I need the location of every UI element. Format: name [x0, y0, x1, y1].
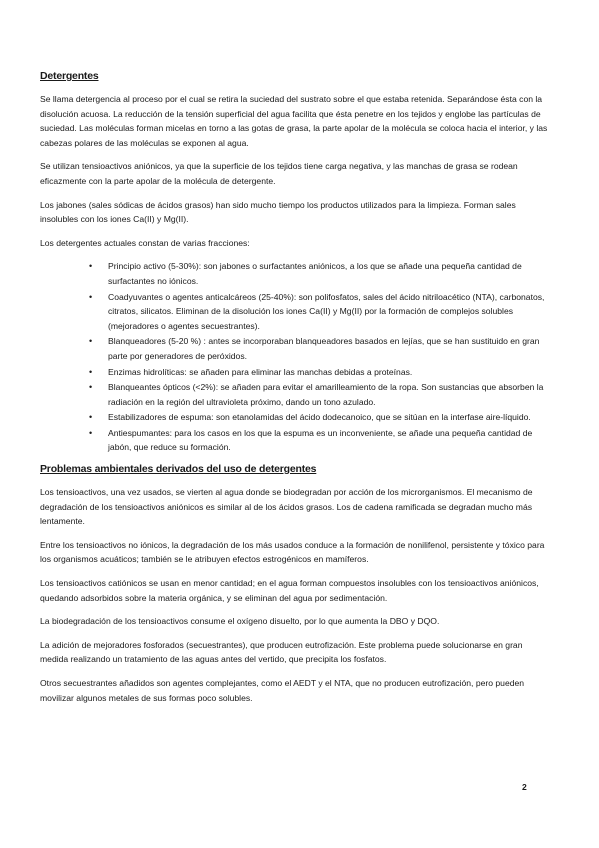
- bullet-icon: •: [89, 427, 93, 438]
- bullet-icon: •: [89, 261, 93, 272]
- list-item: • Blanqueantes ópticos (<2%): se añaden para evitar el amarilleamiento de la ropa. Son sustancias que absorben la radiación en la región del ultravioleta próximo, dando un tono azulado.: [89, 382, 544, 407]
- paragraph-nonionic: Entre los tensioactivos no iónicos, la degradación de los más usados conduce a la formación de nonilifenol, persistente y tóxico para los organismos acuáticos; también se le atribuyen efectos estrogénicos en mamíferos.: [40, 539, 545, 565]
- bullet-icon: •: [89, 382, 93, 393]
- paragraph-phosphates: La adición de mejoradores fosforados (secuestrantes), que producen eutrofización. Este problema puede solucionarse en gran medida realizando un tratamiento de las aguas antes del vertido, que precipita los fosfatos.: [40, 639, 523, 665]
- bullet-icon: •: [89, 336, 93, 347]
- paragraph-cationic: Los tensioactivos catiónicos se usan en menor cantidad; en el agua forman compuestos insolubles con los tensioactivos aniónicos, quedando adsorbidos sobre la materia orgánica, y se eliminan del agua por sedimentación.: [40, 578, 539, 603]
- list-item: • Estabilizadores de espuma: son etanolamidas del ácido dodecanoico, que se sitúan en la interfase aire-líquido.: [108, 410, 550, 425]
- list-item: • Antiespumantes: para los casos en los que la espuma es un inconveniente, se añade una pequeña cantidad de jabón, que reduce su formación.: [89, 427, 533, 453]
- paragraph-sequestrants: Otros secuestrantes añadidos son agentes complejantes, como el AEDT y el NTA, que no producen eutrofización, pero pueden movilizar algunos metales de sus formas poco solubles.: [40, 678, 525, 703]
- paragraph-oxygen: La biodegradación de los tensioactivos consume el oxígeno disuelto, por lo que aumenta la DBO y DQO.: [40, 616, 440, 627]
- list-item: • Blanqueadores (5-20 %) : antes se incorporaban blanqueadores basados en lejías, que se han sustituido en gran parte por generadores de peróxidos.: [89, 336, 540, 361]
- list-item: • Enzimas hidrolíticas: se añaden para eliminar las manchas debidas a proteínas.: [108, 365, 550, 380]
- document-page: [40, 70, 550, 714]
- section-heading-detergentes: Detergentes: [40, 70, 99, 82]
- paragraph-biodegradation: Los tensioactivos, una vez usados, se vierten al agua donde se biodegradan por acción de los microrganismos. El mecanismo de degradación de los tensioactivos aniónicos es similar al de los ácidos grasos. Los de cadena ramificada se degradan mucho más lentamente.: [40, 487, 533, 527]
- section-heading-problemas: Problemas ambientales derivados del uso de detergentes: [40, 463, 317, 476]
- fractions-list: [40, 259, 550, 455]
- bullet-icon: •: [89, 412, 93, 423]
- paragraph-fractions-intro: Los detergentes actuales constan de varias fracciones:: [40, 237, 250, 248]
- paragraph-definition: Se llama detergencia al proceso por el cual se retira la suciedad del sustrato sobre el que estaba retenida. Separándose ésta con la disolución acuosa. La reducción de la tensión superficial del agua facilita que ésta penetre en los tejidos y englobe las partículas de suciedad. Las moléculas forman micelas en torno a las gotas de grasa, la parte apolar de la molécula se coloca hacia el interior, y las cabezas polares de las moléculas se exponen al agua.: [40, 94, 548, 148]
- bullet-icon: •: [89, 366, 93, 377]
- list-item: • Coadyuvantes o agentes anticalcáreos (25-40%): son polifosfatos, sales del ácido nitriloacético (NTA), carbonatos, citratos, silicatos. Eliminan de la disolución los iones Ca(II) y Mg(II) por la formación de complejos solubles (mejoradores o agentes secuestrantes).: [89, 291, 545, 331]
- paragraph-soaps: Los jabones (sales sódicas de ácidos grasos) han sido mucho tiempo los productos utilizados para la limpieza. Forman sales insolubles con los iones Ca(II) y Mg(II).: [40, 199, 516, 225]
- page-number: 2: [522, 782, 527, 792]
- list-item: • Principio activo (5-30%): son jabones o surfactantes aniónicos, a los que se añade una pequeña cantidad de surfactantes no iónicos.: [89, 261, 522, 286]
- paragraph-anionic: Se utilizan tensioactivos aniónicos, ya que la superficie de los tejidos tiene carga negativa, y las manchas de grasa se rodean eficazmente con la parte apolar de la molécula de detergente.: [40, 161, 518, 186]
- bullet-icon: •: [89, 291, 93, 302]
